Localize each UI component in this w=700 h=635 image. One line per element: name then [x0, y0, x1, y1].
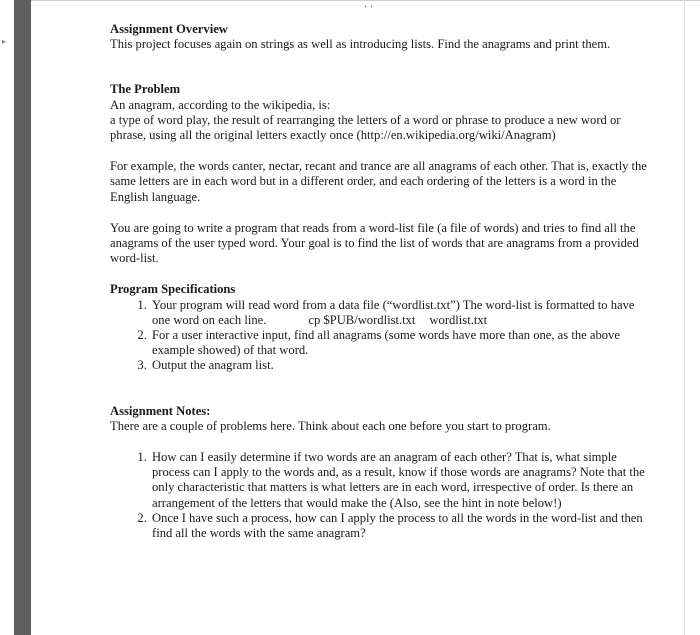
notes-intro: There are a couple of problems here. Think about each one before you start to program. — [110, 418, 551, 433]
note-item-2: 2. Once I have such a process, how can I apply the process to all the words in the word-list and then find all the words with the same anagram? — [150, 511, 650, 541]
problem-goal: You are going to write a program that reads from a word-list file (a file of words) and tries to find all the anagrams of the user typed word. Your goal is to find the list of words that are anagrams from a provided word-list. — [110, 220, 639, 266]
notes-heading: Assignment Notes: — [110, 403, 211, 418]
problem-example: For example, the words canter, nectar, recant and trance are all anagrams of each other. That is, exactly the same letters are in each word but in a different order, and each ordering of the letters is a word in the English language. — [110, 159, 647, 204]
problem-intro: An anagram, according to the wikipedia, is: — [110, 97, 331, 112]
spec-item-1 — [150, 298, 650, 328]
specs-heading: Program Specifications — [110, 282, 236, 297]
document-page — [110, 22, 650, 541]
specs-list — [110, 298, 650, 374]
spec-item-1-file: wordlist.txt — [429, 312, 488, 327]
collapse-arrow-icon: ▸ — [2, 37, 7, 46]
top-mark: . . — [364, 0, 373, 10]
wikipedia-quote: a type of word play, the result of rearranging the letters of a word or phrase to produce a new word or phrase, using all the original letters exactly once (http://en.wikipedia.org/wiki/Anagram) — [110, 112, 621, 143]
right-rule — [684, 0, 685, 635]
overview-text: This project focuses again on strings as well as introducing lists. Find the anagrams and print them. — [110, 37, 611, 52]
spec-item-3: 3. Output the anagram list. — [150, 358, 650, 373]
problem-heading: The Problem — [110, 82, 181, 97]
spec-item-1-text: Your program will read word from a data file (“wordlist.txt”) The word-list is formatted to have one word on each line. — [152, 297, 635, 327]
overview-heading: Assignment Overview — [110, 22, 228, 36]
notes-list — [110, 450, 650, 541]
spec-item-1-cmd: cp $PUB/wordlist.txt — [308, 312, 416, 327]
spec-item-2: 2. For a user interactive input, find all anagrams (some words have more than one, as the above example showed) of that word. — [150, 328, 650, 358]
note-item-1: 1. How can I easily determine if two words are an anagram of each other? That is, what simple process can I apply to the words and, as a result, know if those words are anagrams? Note that the only characteristic that matters is what letters are in each word, irrespective of order. Is there an arrangement of the letters that would make the (Also, see the hint in note below!) — [150, 450, 650, 511]
page-left-bar — [14, 0, 31, 635]
